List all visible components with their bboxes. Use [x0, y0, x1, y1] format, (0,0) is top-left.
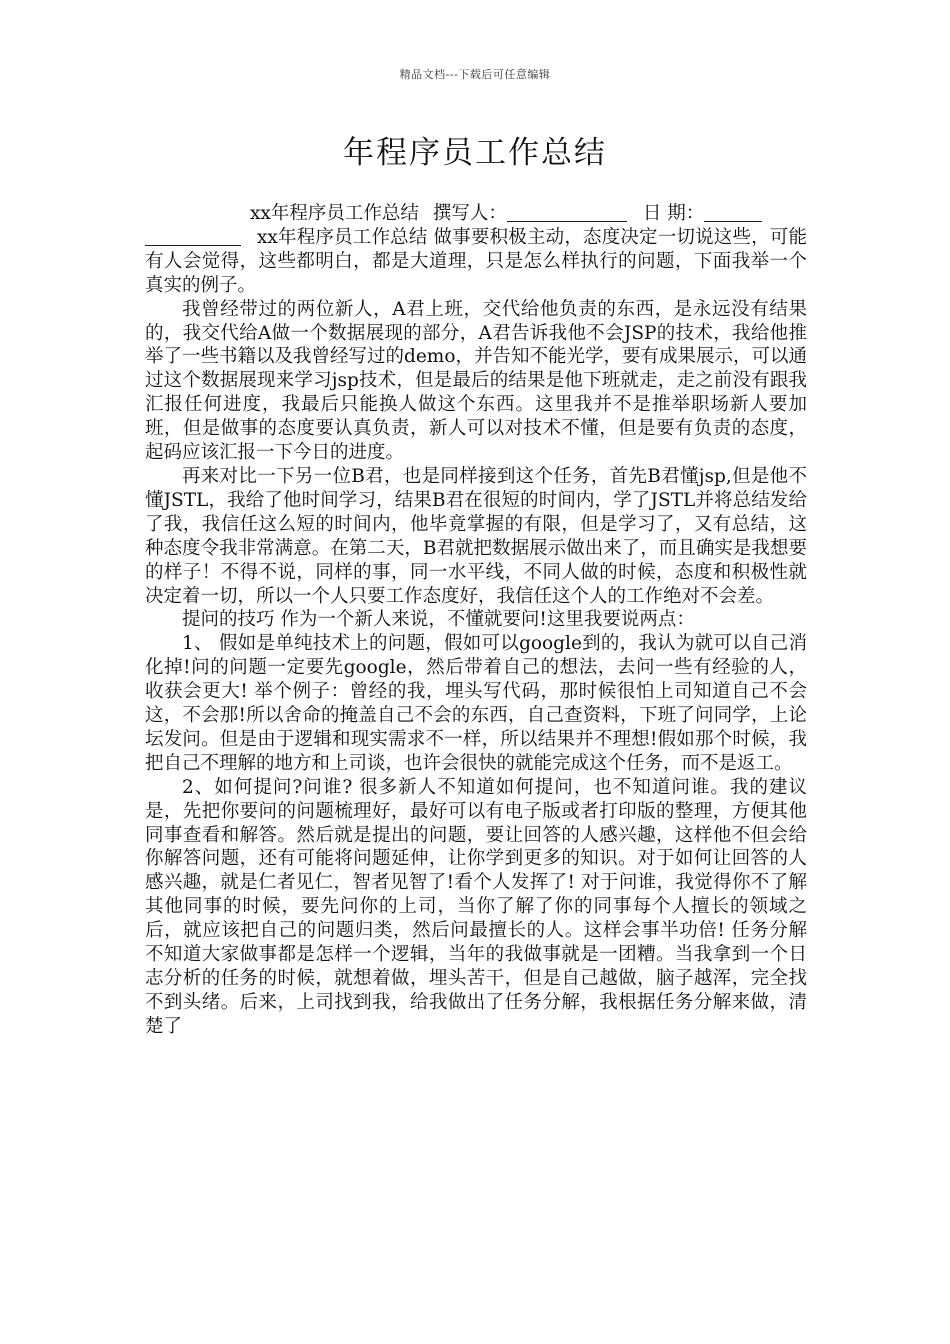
paragraph: 再来对比一下另一位B君，也是同样接到这个任务，首先B君懂jsp,但是他不懂JSTL，我给了他时间学习，结果B君在很短的时间内，学了JSTL并将总结发给了我，我信任这么短的时间内，他毕竟掌握的有限，但是学习了，又有总结，这种态度令我非常满意。在第二天，B君就把数据展示做出来了，而且确实是我想要的样子！不得不说，同样的事，同一水平线，不同人做的时候，态度和积极性就决定着一切，所以一个人只要工作态度好，我信任这个人的工作绝对不会差。 — [145, 465, 807, 607]
paragraph: 2、如何提问?问谁? 很多新人不知道如何提问，也不知道问谁。我的建议是，先把你要问的问题梳理好，最好可以有电子版或者打印版的整理，方便其他同事查看和解答。然后就是提出的问题，要让回答的人感兴趣，这样他不但会给你解答问题，还有可能将问题延伸，让你学到更多的知识。对于如何让回答的人感兴趣，就是仁者见仁，智者见智了!看个人发挥了! 对于问谁，我觉得你不了解其他同事的时候，要先问你的上司，当你了解了你的同事每个人擅长的领域之后，就应该把自己的问题归类，然后问最擅长的人。这样会事半功倍! 任务分解 不知道大家做事都是怎样一个逻辑，当年的我做事就是一团糟。当我拿到一个日志分析的任务的时候，就想着做，埋头苦干，但是自己越做，脑子越浑，完全找不到头绪。后来，上司找到我，给我做出了任务分解，我根据任务分解来做，清楚了 — [145, 776, 807, 1037]
date-blank — [704, 203, 762, 222]
author-label: 撰写人： — [432, 203, 507, 224]
intro-text: xx年程序员工作总结 做事要积极主动，态度决定一切说这些，可能有人会觉得，这些都明白，都是大道理，只是怎么样执行的问题，下面我举一个真实的例子。 — [145, 226, 807, 296]
header-note: 精品文档---下载后可任意编辑 — [399, 68, 551, 81]
meta-paragraph — [145, 202, 807, 298]
paragraph: 我曾经带过的两位新人，A君上班，交代给他负责的东西，是永远没有结果的，我交代给A做一个数据展现的部分，A君告诉我他不会JSP的技术，我给他推举了一些书籍以及我曾经写过的demo，并告知不能光学，要有成果展示，可以通过这个数据展现来学习jsp技术，但是最后的结果是他下班就走，走之前没有跟我汇报任何进度，我最后只能换人做这个东西。这里我并不是推举职场新人要加班，但是做事的态度要认真负责，新人可以对技术不懂，但是要有负责的态度，起码应该汇报一下今日的进度。 — [145, 298, 807, 464]
date-blank-continued — [145, 227, 241, 246]
date-label: 日 期： — [642, 203, 705, 224]
document-body — [145, 202, 807, 1039]
title-reference: xx年程序员工作总结 — [250, 203, 419, 224]
paragraph: 提问的技巧 作为一个新人来说，不懂就要问!这里我要说两点： — [182, 609, 695, 631]
paragraph: 1、 假如是单纯技术上的问题，假如可以google到的，我认为就可以自己消化掉!问的问题一定要先google，然后带着自己的想法，去问一些有经验的人，收获会更大! 举个例子：曾经的我，埋头写代码，那时候很怕上司知道自己不会这，不会那!所以舍命的掩盖自己不会的东西，自己查资料，下班了问同学，上论坛发问。但是由于逻辑和现实需求不一样，所以结果并不理想!假如那个时候，我把自己不理解的地方和上司谈，也许会很快的就能完成这个任务，而不是返工。 — [145, 633, 807, 774]
document-title: 年程序员工作总结 — [343, 135, 607, 171]
author-blank — [507, 203, 627, 222]
